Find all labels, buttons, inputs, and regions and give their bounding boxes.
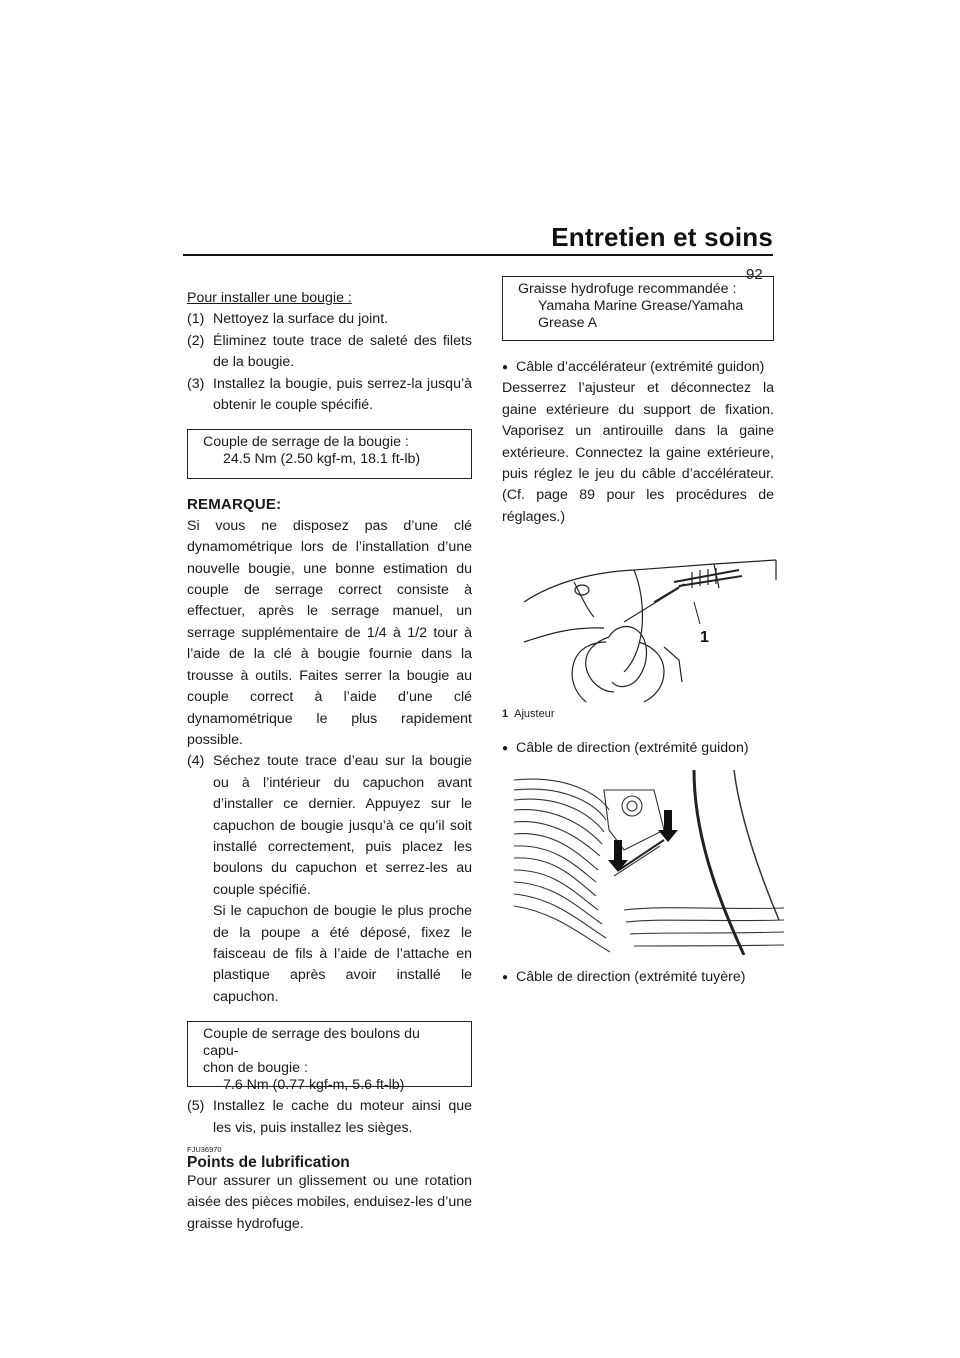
step-number: (5) xyxy=(187,1098,205,1115)
bullet-dot-icon: ● xyxy=(502,362,509,373)
install-heading: Pour installer une bougie : xyxy=(187,290,352,306)
bullet-steering-nozzle xyxy=(502,967,774,988)
steering-illustration xyxy=(514,770,784,955)
steering-cable-figure xyxy=(514,770,784,955)
cap-bolt-torque-box xyxy=(187,1021,472,1094)
bullet-dot-icon: ● xyxy=(502,743,509,755)
throttle-cable-text: Desserrez l’ajusteur et déconnectez la gaine extérieure du support de fixation. Vaporisez un antirouille dans la gaine extérieure. Connectez la gaine extérieure, puis réglez le jeu du câble d’accélérateur. (Cf. page 89 pour les procédures de réglages.) xyxy=(502,380,774,525)
spec-label: Couple de serrage de la bougie : xyxy=(203,434,409,451)
step-text: Installez le cache du moteur ainsi que les vis, puis installez les sièges. xyxy=(213,1098,472,1136)
step-text: Installez la bougie, puis serrez-la jusqu’à obtenir le couple spécifié. xyxy=(213,375,472,414)
step-text: Nettoyez la surface du joint. xyxy=(213,311,389,328)
step-text-continued: Si le capuchon de bougie le plus proche de la poupe a été déposé, fixez le faisceau de fils à l’aide de l’attache en plastique après avoir installé le capuchon. xyxy=(213,903,472,1005)
right-column xyxy=(502,276,774,988)
spec-label: Couple de serrage des boulons du capu- xyxy=(203,1026,420,1060)
step-text: Séchez toute trace d’eau sur la bougie ou à l’intérieur du capuchon avant d’installer ce dernier. Appuyez sur le capuchon de bougie jusqu’à ce qu’il soit installé correctement, puis placez les boulons du capuchon et serrez-les au couple spécifié. xyxy=(213,753,472,898)
left-column xyxy=(187,288,472,1235)
remark-title: REMARQUE: xyxy=(187,496,282,514)
spec-value-cont: Grease A xyxy=(538,315,598,331)
bullet-title: Câble de direction (extrémité tuyère) xyxy=(516,968,746,985)
spec-value: 7.6 Nm (0.77 kgf-m, 5.6 ft-lb) xyxy=(223,1077,405,1094)
spec-value: 24.5 Nm (2.50 kgf-m, 18.1 ft-lb) xyxy=(223,451,421,468)
step-number: (3) xyxy=(187,375,205,392)
spec-label-cont: chon de bougie : xyxy=(203,1060,308,1077)
step-5 xyxy=(187,1096,472,1139)
step-number: (4) xyxy=(187,753,205,770)
step-text: Éliminez toute trace de saleté des filets de la bougie. xyxy=(213,332,472,371)
step-1 xyxy=(187,309,472,330)
step-2 xyxy=(187,331,472,374)
page-header xyxy=(183,222,773,256)
step-number: (1) xyxy=(187,311,205,328)
remark-text: Si vous ne disposez pas d’une clé dynamométrique lors de l’installation d’une nouvelle bougie, une bonne estimation du couple de serrage correct consiste à effectuer, après le serrage manuel, un serrage supplémentaire de 1/4 à 1/2 tour à l’aide de la clé à bougie fournie dans la trousse à outils. Faites serrer la bougie au couple correct à l’aide d’une clé dynamométrique le plus rapidement possible. xyxy=(187,517,472,748)
header-rule xyxy=(183,254,773,256)
bullet-throttle-cable xyxy=(502,357,774,378)
section-text: Pour assurer un glissement ou une rotation aisée des pièces mobiles, enduisez-les d’une graisse hydrofuge. xyxy=(187,1173,472,1232)
throttle-adjuster-figure xyxy=(514,542,784,707)
caption-number: 1 xyxy=(502,708,509,721)
throttle-illustration xyxy=(514,542,784,707)
step-4 xyxy=(187,751,472,1008)
spark-plug-torque-box xyxy=(187,429,472,479)
spec-label: Graisse hydrofuge recommandée : xyxy=(518,281,737,297)
step-3 xyxy=(187,374,472,417)
down-arrow-icon xyxy=(658,810,678,842)
bullet-dot-icon: ● xyxy=(502,971,509,983)
grease-spec-box xyxy=(502,276,774,341)
section-title: Points de lubrification xyxy=(187,1154,350,1171)
step-number: (2) xyxy=(187,332,205,349)
section-code: FJU36970 xyxy=(187,1145,222,1154)
page-title: Entretien et soins xyxy=(551,222,773,252)
figure-callout-number: 1 xyxy=(700,629,709,647)
caption-text: Ajusteur xyxy=(514,708,555,721)
figure-caption xyxy=(502,707,774,721)
bullet-title: Câble de direction (extrémité guidon) xyxy=(516,740,749,757)
page-number: 92 xyxy=(746,266,763,283)
bullet-title: Câble d’accélérateur (extrémité guidon) xyxy=(516,359,765,375)
bullet-steering-handlebar xyxy=(502,738,774,759)
spec-value: Yamaha Marine Grease/Yamaha xyxy=(538,298,744,314)
